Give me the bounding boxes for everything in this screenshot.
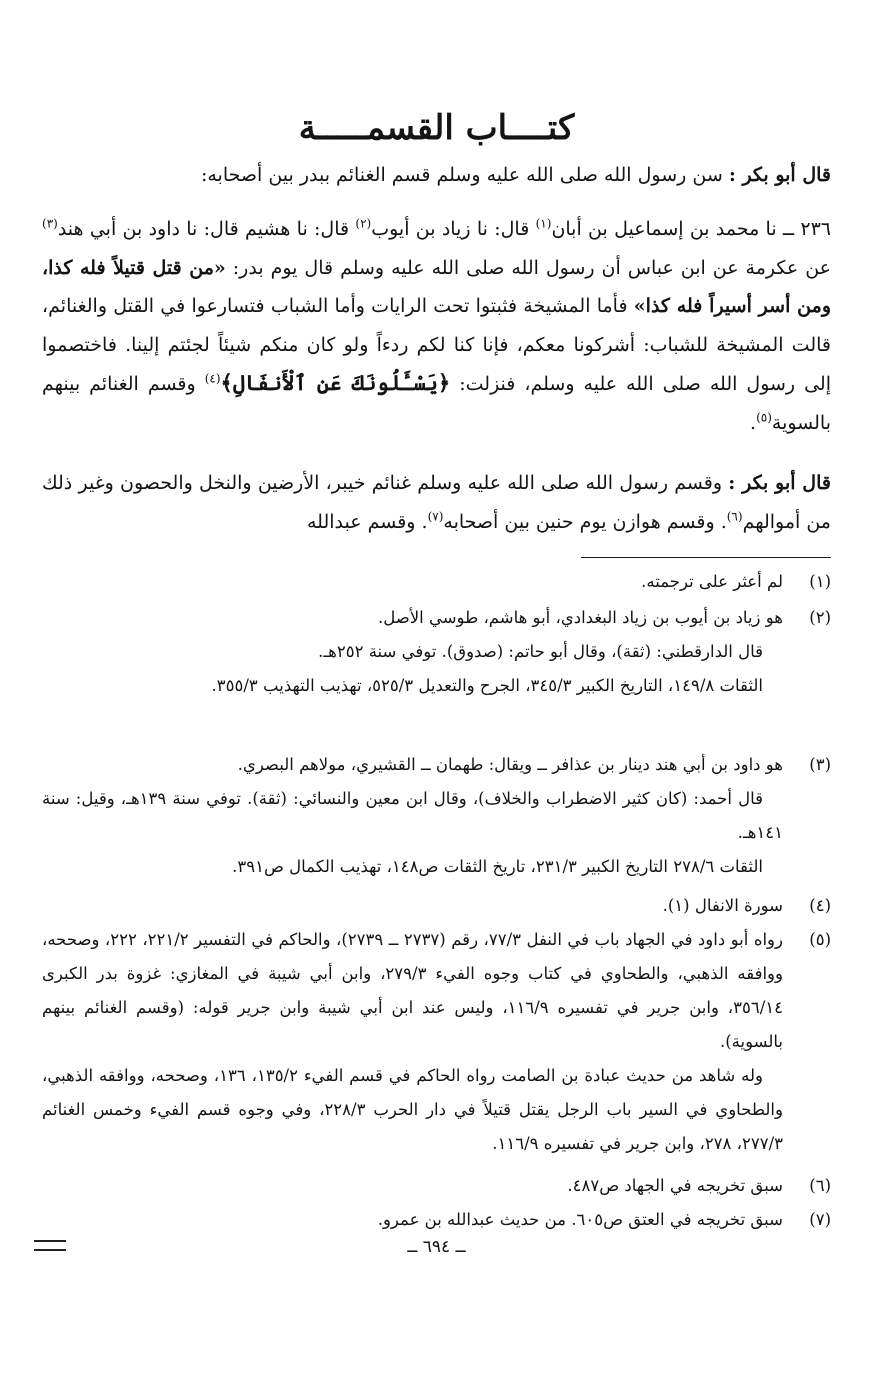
- footnote-5: [42, 923, 831, 1161]
- hadith-text-6: وقسم الغنائم بينهم بالسوية: [42, 373, 831, 434]
- footnote-4-number: (٤): [809, 896, 831, 915]
- hadith-text-3: قال: نا هشيم قال: نا داود بن أبي هند: [57, 218, 356, 240]
- para2-text-3: . وقسم عبدالله: [307, 510, 428, 533]
- footnote-2: [42, 601, 831, 703]
- footnote-3-text: هو داود بن أبي هند دينار بن عذافر ــ ويقال: طهمان ــ القشيري، مولاهم البصري.: [237, 755, 783, 774]
- footnote-3-number: (٣): [809, 755, 831, 774]
- footnote-3-refs: الثقات ٢٧٨/٦ التاريخ الكبير ٢٣١/٣، تاريخ الثقات ص١٤٨، تهذيب الكمال ص٣٩١.: [232, 857, 763, 876]
- footnote-5-note: وله شاهد من حديث عبادة بن الصامت رواه الحاكم في قسم الفيء ١٣٥/٢، ١٣٦، وصححه، ووافقه الذهبي، والطحاوي في السير باب الرجل يقتل قتيلاً في دار الحرب ٢٢٨/٣، وفي وجوه قسم الفيء وخمس الغنائم ٢٧٧/٣، ٢٧٨، وابن جرير في تفسيره ١١٦/٩.: [42, 1066, 783, 1153]
- para2-text-2: . وقسم هوازن يوم حنين بين أصحابه: [443, 510, 727, 533]
- footnote-ref-4[interactable]: (٤): [204, 371, 221, 386]
- footnote-7-text: سبق تخريجه في العتق ص٦٠٥. من حديث عبدالله بن عمرو.: [377, 1210, 783, 1229]
- page-number: ــ ٦٩٤ ــ: [407, 1237, 466, 1257]
- footnote-3: [42, 748, 831, 884]
- footnote-4-text: سورة الانفال (١).: [662, 896, 783, 915]
- hadith-text-5: فأما المشيخة فثبتوا تحت الرايات وأما الشباب فتسارعوا في القتل والغنائم، قالت المشيخة للشباب: أشركونا معكم، فإنا كنا لكم ردءاً ولو كان منكم شيئاً لجئتم إلينا. فاختصموا إلى رسول الله صلى الله عليه وسلم، فنزلت:: [42, 295, 831, 395]
- footnote-6: [42, 1169, 831, 1203]
- footnote-7-number: (٧): [809, 1210, 831, 1229]
- second-paragraph: [42, 464, 831, 541]
- footnote-7: [42, 1203, 831, 1237]
- footnote-ref-6[interactable]: (٦): [726, 509, 743, 524]
- para2-text-1: وقسم رسول الله صلى الله عليه وسلم غنائم خيبر، الأرضين والنخل والحصون وغير ذلك من أموالهم: [42, 472, 831, 533]
- footnote-divider: [581, 557, 831, 558]
- intro-text: سن رسول الله صلى الله عليه وسلم قسم الغنائم ببدر بين أصحابه:: [200, 164, 729, 186]
- intro-paragraph: [42, 156, 831, 195]
- footnote-5-text: رواه أبو داود في الجهاد باب في النفل ٧٧/٣، رقم (٢٧٣٧ ــ ٢٧٣٩)، والحاكم في التفسير ٢٢١/٢، ٢٢٢، وصححه، ووافقه الذهبي، والطحاوي في كتاب وجوه الفيء ٢٧٩/٣، وابن أبي شيبة في المغازي: غزوة بدر الكبرى ٣٥٦/١٤، وابن جرير في تفسيره ١١٦/٩، وليس عند ابن أبي شيبة وابن جرير قوله: (وقسم الغنائم بينهم بالسوية).: [42, 930, 784, 1051]
- book-page: [42, 0, 831, 1378]
- hadith-text-7: .: [750, 411, 757, 434]
- footnote-ref-3[interactable]: (٣): [42, 216, 58, 231]
- footnote-ref-2[interactable]: (٢): [355, 216, 372, 231]
- footnote-2-number: (٢): [809, 608, 831, 627]
- footnote-5-number: (٥): [809, 930, 831, 949]
- footnote-ref-7[interactable]: (٧): [427, 509, 444, 524]
- footnote-1-text: لم أعثر على ترجمته.: [641, 572, 783, 591]
- quran-verse: ﴿يَسْـَٔلُونَكَ عَنِ ٱلْأَنفَالِ﴾: [220, 370, 451, 395]
- footnote-ref-1[interactable]: (١): [535, 216, 552, 231]
- chapter-title: كتــــاب القسمـــــة: [298, 108, 575, 148]
- footnote-2-note: قال الدارقطني: (ثقة)، وقال أبو حاتم: (صدوق). توفي سنة ٢٥٢هـ.: [318, 642, 763, 661]
- end-mark: [34, 1240, 66, 1251]
- footnote-1-number: (١): [809, 572, 831, 591]
- hadith-quote: «من قتل قتيلاً فله كذا، ومن أسر أسيراً فله كذا»: [42, 256, 831, 317]
- footnote-ref-5[interactable]: (٥): [756, 410, 772, 425]
- footnote-4: [42, 889, 831, 923]
- para2-lead: قال أبو بكر :: [728, 472, 831, 494]
- hadith-paragraph: [42, 210, 831, 442]
- hadith-text-4: عن عكرمة عن ابن عباس أن رسول الله صلى الله عليه وسلم قال يوم بدر:: [225, 256, 831, 279]
- footnote-2-refs: الثقات ١٤٩/٨، التاريخ الكبير ٣٤٥/٣، الجرح والتعديل ٥٢٥/٣، تهذيب التهذيب ٣٥٥/٣.: [211, 676, 763, 695]
- hadith-text-1: ٢٣٦ ــ نا محمد بن إسماعيل بن أبان: [551, 218, 831, 240]
- footnote-1: [42, 565, 831, 599]
- footnote-6-text: سبق تخريجه في الجهاد ص٤٨٧.: [567, 1176, 783, 1195]
- footnote-3-note: قال أحمد: (كان كثير الاضطراب والخلاف)، وقال ابن معين والنسائي: (ثقة). توفي سنة ١٣٩هـ، وقيل: سنة ١٤١هـ.: [42, 789, 783, 842]
- footnote-6-number: (٦): [809, 1176, 831, 1195]
- intro-lead: قال أبو بكر :: [728, 164, 831, 186]
- footnote-2-text: هو زياد بن أيوب بن زياد البغدادي، أبو هاشم، طوسي الأصل.: [377, 608, 783, 627]
- hadith-text-2: قال: نا زياد بن أيوب: [371, 218, 536, 240]
